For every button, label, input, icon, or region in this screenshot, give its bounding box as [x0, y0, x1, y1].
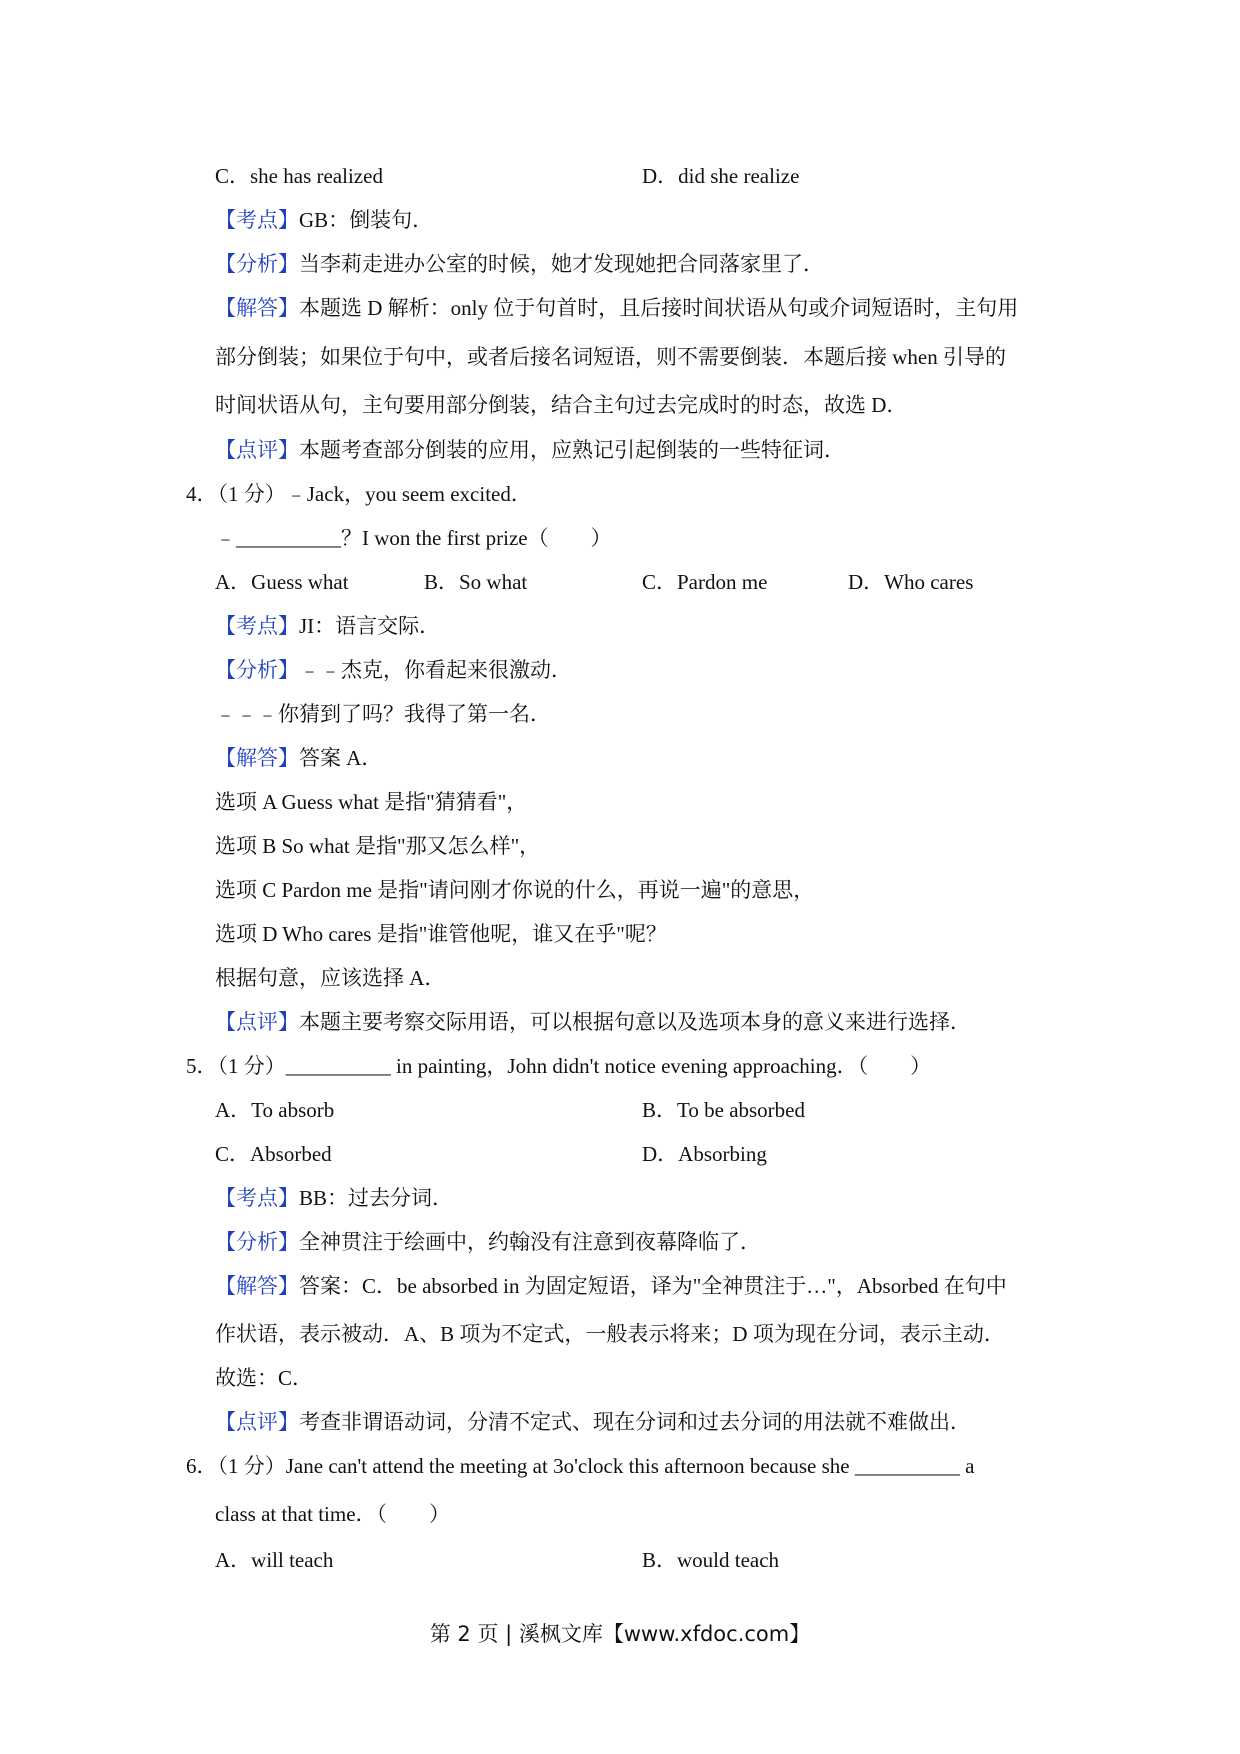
q4-dianping: [215, 1008, 971, 1036]
q3-fenxi-text: 当李莉走进办公室的时候，她才发现她把合同落家里了．: [299, 252, 824, 276]
q4-fenxi: [215, 656, 572, 684]
q4-dianping-text: 本题主要考察交际用语，可以根据句意以及选项本身的意义来进行选择．: [299, 1010, 971, 1034]
q5-fenxi-text: 全神贯注于绘画中，约翰没有注意到夜幕降临了．: [299, 1230, 761, 1254]
q3-kaodian-text: GB：倒装句．: [299, 208, 434, 232]
q3-dianping-text: 本题考查部分倒装的应用，应熟记引起倒装的一些特征词．: [299, 438, 845, 462]
q6-option-b: B．would teach: [642, 1548, 780, 1572]
q5-dianping-text: 考查非谓语动词，分清不定式、现在分词和过去分词的用法就不难做出．: [299, 1410, 971, 1434]
q5-jieda-text-1: 答案：C．be absorbed in 为固定短语，译为"全神贯注于…"，Absorbed 在句中: [299, 1274, 1007, 1298]
q6-stem-1: 6．（1 分）Jane can't attend the meeting at 3o'clock this afternoon because she __________ a: [186, 1454, 975, 1478]
q4-stem-2: ﹣__________？I won the first prize（ ）: [215, 526, 612, 550]
kaodian-label: 【考点】: [215, 208, 299, 232]
q3-fenxi: [215, 250, 824, 278]
q4-note-1: 选项 A Guess what 是指"猜猜看"，: [215, 790, 528, 814]
dianping-label: 【点评】: [215, 438, 299, 462]
q4-option-c: C．Pardon me: [642, 570, 768, 594]
q4-fenxi-text-2: ﹣﹣﹣你猜到了吗？我得了第一名．: [215, 702, 551, 726]
q5-kaodian-text: BB：过去分词．: [299, 1186, 454, 1210]
page-footer: 第 2 页 | 溪枫文库【www.xfdoc.com】: [429, 1622, 811, 1646]
q4-jieda-text: 答案 A．: [299, 746, 383, 770]
q5-fenxi: [215, 1228, 761, 1256]
q5-jieda: [215, 1272, 1007, 1300]
q4-kaodian: [215, 612, 440, 640]
q5-stem: 5．（1 分）__________ in painting，John didn't notice evening approaching．（ ）: [186, 1054, 932, 1078]
jieda-label: 【解答】: [215, 1274, 299, 1298]
q6-option-a: A．will teach: [215, 1548, 334, 1572]
q3-jieda-text-1: 本题选 D 解析：only 位于句首时，且后接时间状语从句或介词短语时，主句用: [299, 296, 1019, 320]
dianping-label: 【点评】: [215, 1010, 299, 1034]
q4-note-4: 选项 D Who cares 是指"谁管他呢，谁又在乎"呢？: [215, 922, 667, 946]
jieda-label: 【解答】: [215, 746, 299, 770]
q5-jieda-text-2: 作状语，表示被动．A、B 项为不定式，一般表示将来；D 项为现在分词，表示主动．: [215, 1322, 1005, 1346]
q5-dianping: [215, 1408, 971, 1436]
q3-jieda: [215, 294, 1018, 322]
q4-fenxi-text: ﹣﹣杰克，你看起来很激动．: [299, 658, 572, 682]
dianping-label: 【点评】: [215, 1410, 299, 1434]
q3-jieda-text-3: 时间状语从句，主句要用部分倒装，结合主句过去完成时的时态，故选 D．: [215, 393, 908, 417]
q4-option-b: B．So what: [424, 570, 528, 594]
q4-note-2: 选项 B So what 是指"那又怎么样"，: [215, 834, 541, 858]
q4-stem-1: 4．（1 分）﹣Jack，you seem excited．: [186, 482, 532, 506]
q3-option-d: D．did she realize: [642, 164, 800, 188]
q4-note-3: 选项 C Pardon me 是指"请问刚才你说的什么，再说一遍"的意思，: [215, 878, 815, 902]
q5-option-c: C．Absorbed: [215, 1142, 332, 1166]
q4-option-a: A．Guess what: [215, 570, 349, 594]
fenxi-label: 【分析】: [215, 252, 299, 276]
q4-option-d: D．Who cares: [848, 570, 974, 594]
kaodian-label: 【考点】: [215, 614, 299, 638]
q5-option-a: A．To absorb: [215, 1098, 335, 1122]
q5-option-b: B．To be absorbed: [642, 1098, 805, 1122]
q3-option-c: C．she has realized: [215, 164, 383, 188]
q4-kaodian-text: JI：语言交际．: [299, 614, 441, 638]
q3-jieda-text-2: 部分倒装；如果位于句中，或者后接名词短语，则不需要倒装．本题后接 when 引导的: [215, 345, 1006, 369]
fenxi-label: 【分析】: [215, 1230, 299, 1254]
q3-kaodian: [215, 206, 433, 234]
q4-jieda: [215, 744, 382, 772]
q3-dianping: [215, 436, 845, 464]
q5-option-d: D．Absorbing: [642, 1142, 767, 1166]
q4-note-5: 根据句意，应该选择 A．: [215, 966, 446, 990]
fenxi-label: 【分析】: [215, 658, 299, 682]
q5-kaodian: [215, 1184, 453, 1212]
q6-stem-2: class at that time．（ ）: [215, 1502, 451, 1526]
kaodian-label: 【考点】: [215, 1186, 299, 1210]
q5-jieda-text-3: 故选：C．: [215, 1366, 314, 1390]
jieda-label: 【解答】: [215, 296, 299, 320]
